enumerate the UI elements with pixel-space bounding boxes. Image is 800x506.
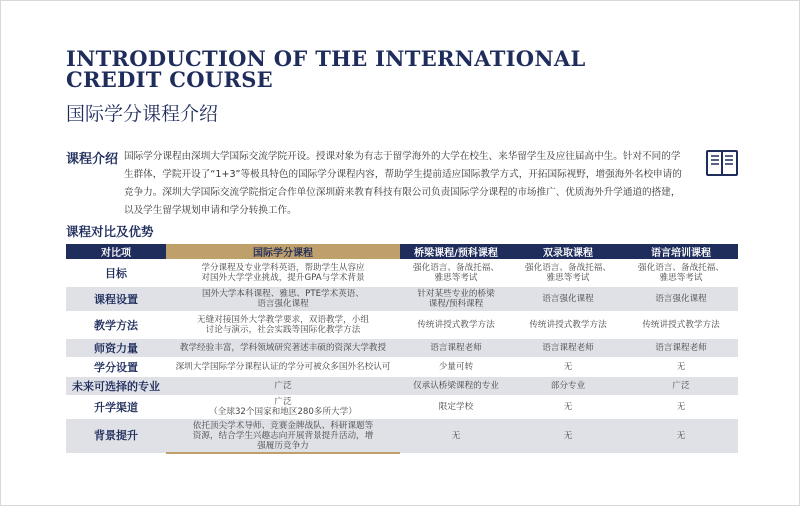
table-cell: 语言强化课程 — [624, 287, 738, 311]
table-cell: 无缝对接国外大学教学要求，双语教学，小组 讨论与演示，社会实践等国际化教学方法 — [166, 311, 400, 339]
table-cell: 深圳大学国际学分课程认证的学分可被众多国外名校认可 — [166, 357, 400, 377]
row-label: 课程设置 — [66, 287, 166, 311]
table-row — [66, 357, 738, 377]
table-row — [66, 419, 738, 453]
table-header-row — [66, 244, 738, 259]
row-label: 师资力量 — [66, 339, 166, 357]
table-cell: 教学经验丰富，学科领域研究著述丰硕的资深大学教授 — [166, 339, 400, 357]
table-cell: 仅承认桥梁课程的专业 — [400, 377, 512, 395]
table-cell: 学分课程及专业学科英语，帮助学生从容应 对国外大学学业挑战，提升GPA与学术背景 — [166, 259, 400, 287]
intro-heading: 课程介绍 — [66, 152, 119, 167]
table-cell: 无 — [400, 419, 512, 453]
comparison-table — [66, 244, 738, 454]
table-cell: 强化语言、备战托福、 雅思等考试 — [400, 259, 512, 287]
table-cell: 传统讲授式教学方法 — [400, 311, 512, 339]
table-cell: 广泛 （全球32个国家和地区280多所大学） — [166, 395, 400, 419]
table-cell: 少量可转 — [400, 357, 512, 377]
table-row — [66, 287, 738, 311]
table-cell: 语言课程老师 — [512, 339, 624, 357]
table-cell: 传统讲授式教学方法 — [512, 311, 624, 339]
table-cell: 无 — [624, 419, 738, 453]
table-row — [66, 259, 738, 287]
col-header-highlight: 国际学分课程 — [166, 244, 400, 259]
table-cell: 依托顶尖学术导师、竞赛金牌战队、科研课题等 资源，结合学生兴趣志向开展背景提升活动，增 强履历竞争力 — [166, 419, 400, 453]
table-cell: 广泛 — [166, 377, 400, 395]
table-row — [66, 339, 738, 357]
table-row — [66, 377, 738, 395]
row-label: 未来可选择的专业 — [66, 377, 166, 395]
title-en-line2: CREDIT COURSE — [66, 67, 273, 92]
table-row — [66, 395, 738, 419]
col-header: 双录取课程 — [512, 244, 624, 259]
row-label: 背景提升 — [66, 419, 166, 453]
table-cell: 无 — [624, 395, 738, 419]
table-cell: 针对某些专业的桥梁 课程/预科课程 — [400, 287, 512, 311]
table-cell: 无 — [512, 419, 624, 453]
table-cell: 强化语言、备战托福、 雅思等考试 — [624, 259, 738, 287]
table-cell: 强化语言、备战托福、 雅思等考试 — [512, 259, 624, 287]
intro-paragraph: 国际学分课程由深圳大学国际交流学院开设。授课对象为有志于留学海外的大学在校生、来华留学生及应往届高中生。针对不同的学生群体，学院开设了“1+3”等极具特色的国际学分课程内容，帮助学生提前适应国际教学方式，开拓国际视野，增强海外名校申请的竞争力。深圳大学国际交流学院指定合作单位深圳蔚来教育科技有限公司负责国际学分课程的市场推广、优质海外升学通道的搭建，以及学生留学规划申请和学分转换工作。 — [124, 151, 682, 216]
table-cell: 无 — [624, 357, 738, 377]
table-cell: 限定学校 — [400, 395, 512, 419]
table-cell: 国外大学本科课程、雅思、PTE学术英语、 语言强化课程 — [166, 287, 400, 311]
table-cell: 无 — [512, 395, 624, 419]
row-label: 目标 — [66, 259, 166, 287]
page-title-cn: 国际学分课程介绍 — [66, 103, 219, 125]
col-header: 桥梁课程/预科课程 — [400, 244, 512, 259]
row-label: 学分设置 — [66, 357, 166, 377]
table-cell: 无 — [512, 357, 624, 377]
table-cell: 部分专业 — [512, 377, 624, 395]
comparison-heading: 课程对比及优势 — [66, 224, 154, 239]
book-icon — [706, 150, 738, 176]
table-row — [66, 311, 738, 339]
table-cell: 广泛 — [624, 377, 738, 395]
row-label: 教学方法 — [66, 311, 166, 339]
col-header: 对比项 — [66, 244, 166, 259]
table-cell: 语言课程老师 — [624, 339, 738, 357]
row-label: 升学渠道 — [66, 395, 166, 419]
table-cell: 语言课程老师 — [400, 339, 512, 357]
col-header: 语言培训课程 — [624, 244, 738, 259]
table-cell: 语言强化课程 — [512, 287, 624, 311]
page-title-en — [66, 48, 586, 90]
title-en-line1: INTRODUCTION OF THE INTERNATIONAL — [66, 46, 586, 71]
table-cell: 传统讲授式教学方法 — [624, 311, 738, 339]
